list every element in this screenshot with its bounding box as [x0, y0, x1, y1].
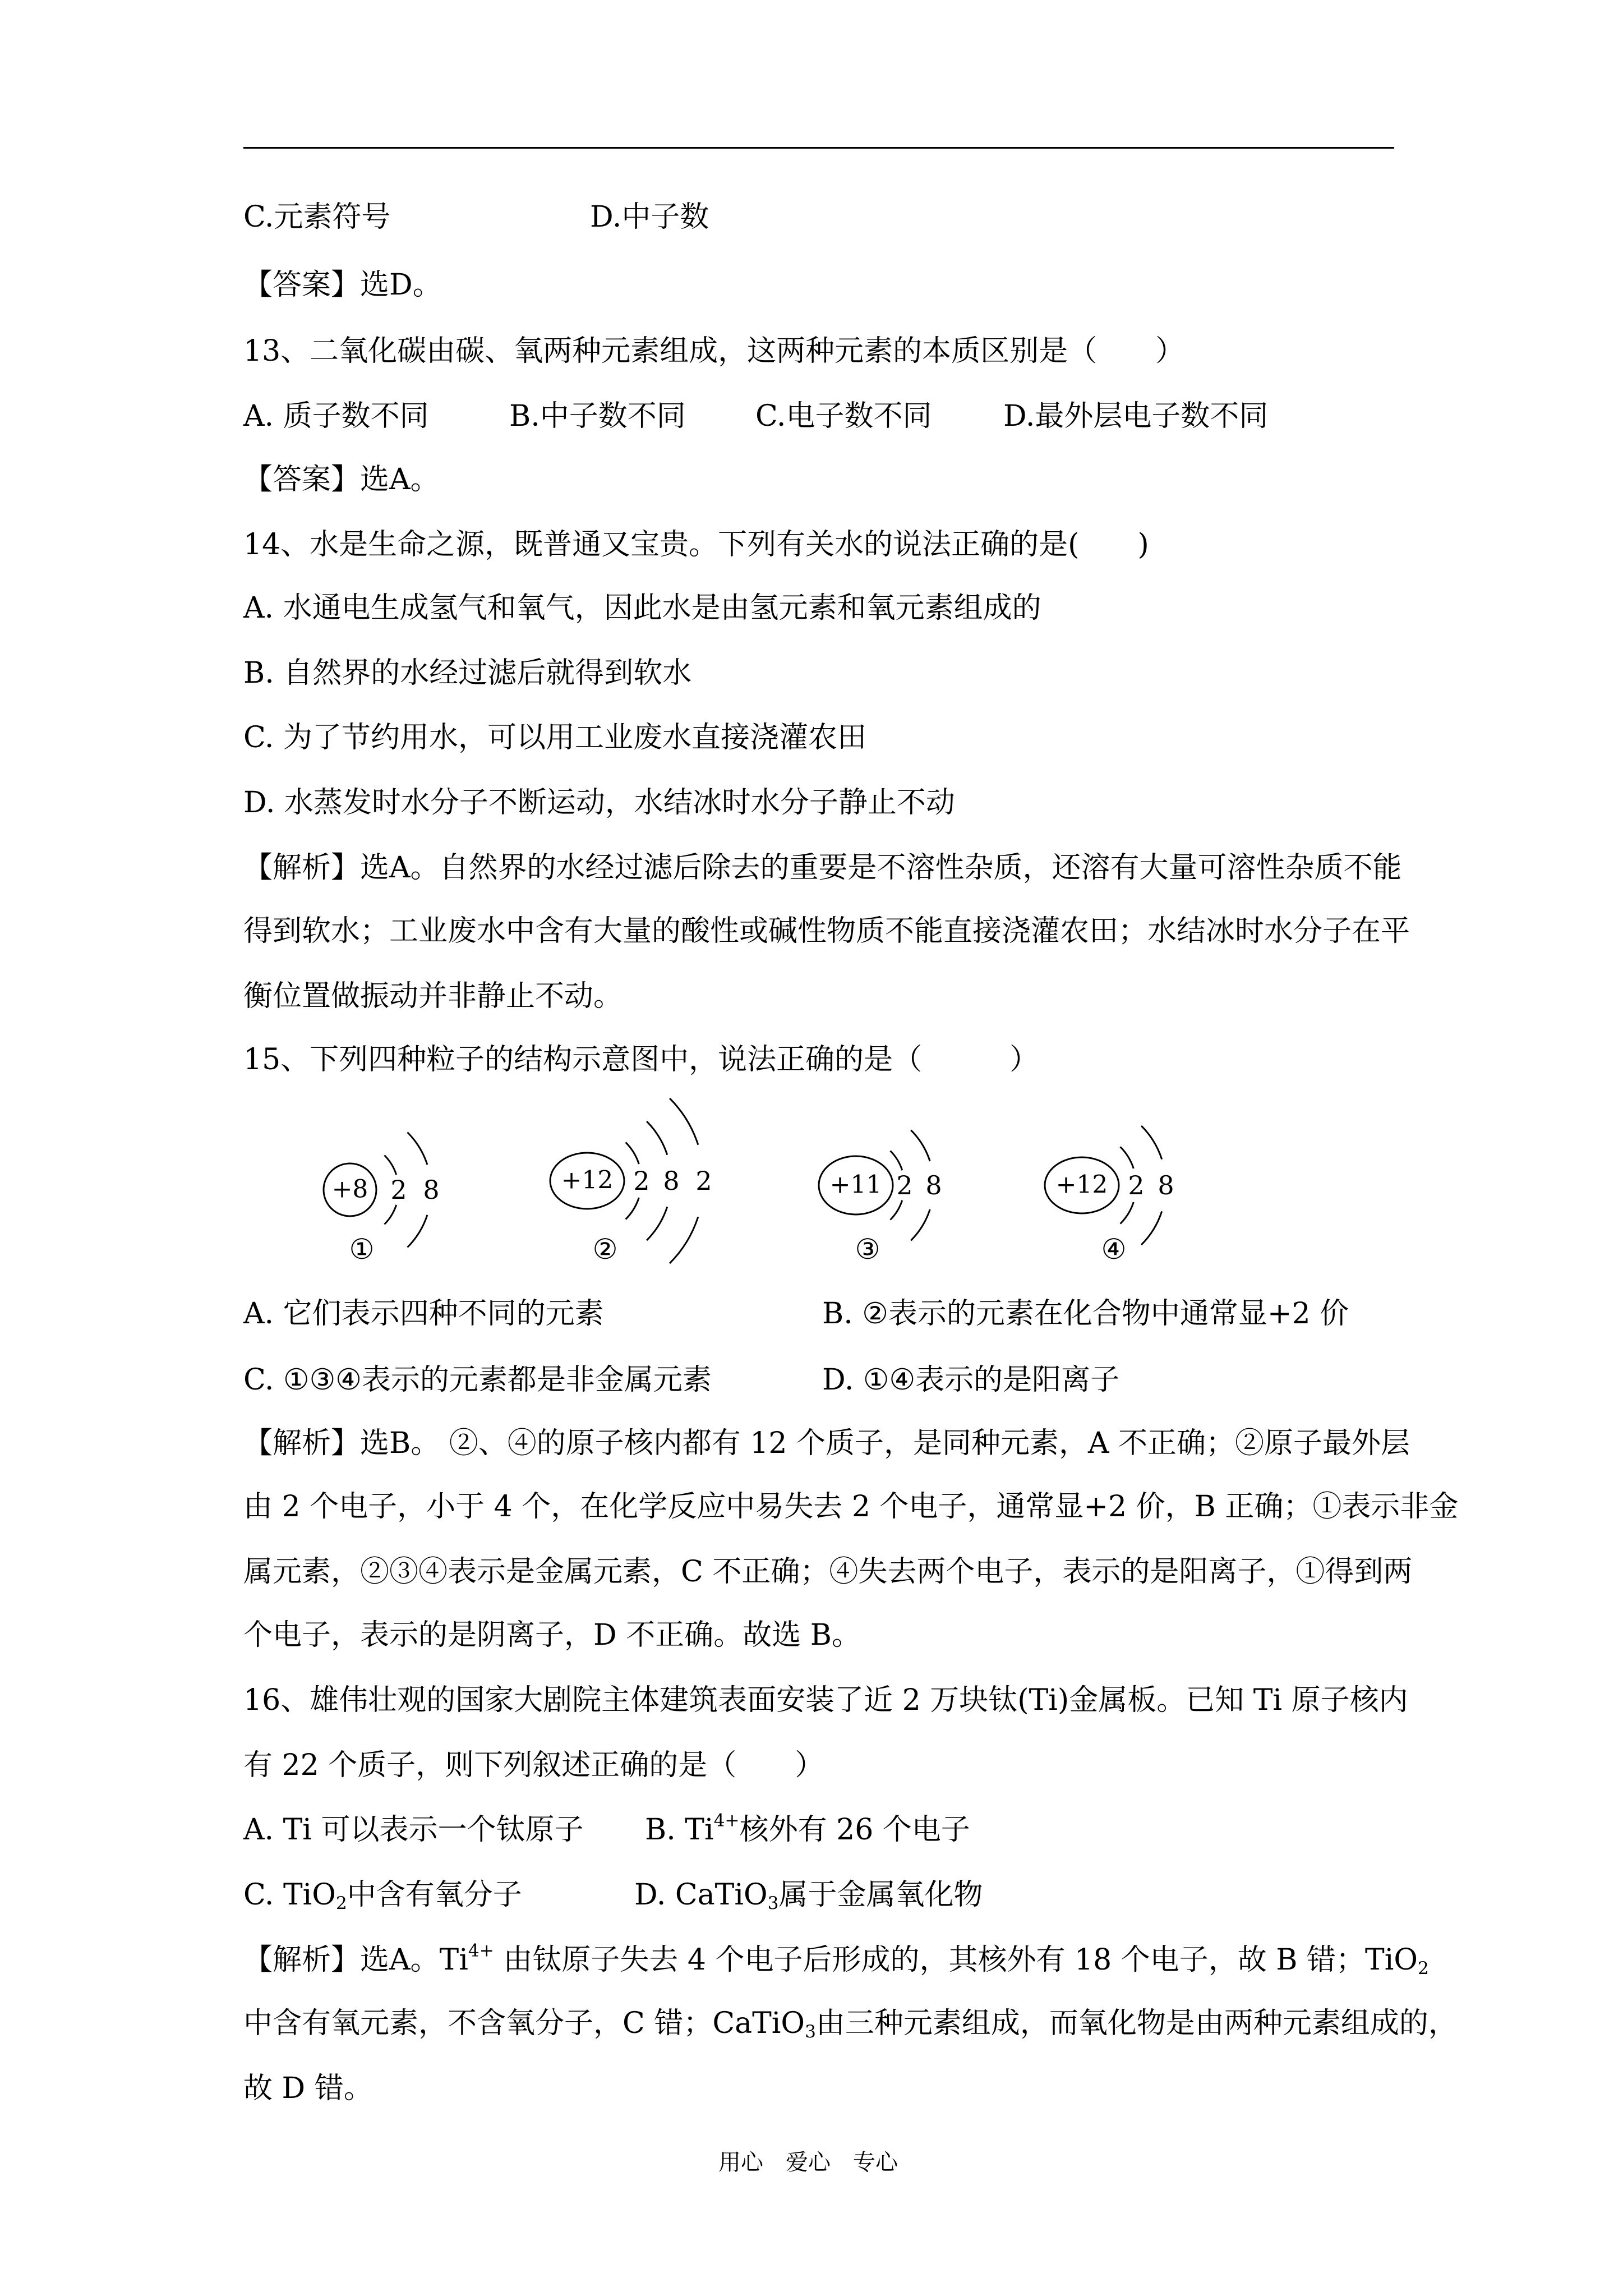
- particle-label: ④: [1101, 1233, 1127, 1266]
- q16-option-c: [243, 1877, 522, 1913]
- q16-analysis-text: 【解析】选A。Ti: [243, 1943, 468, 1977]
- electron-shell-arc: [647, 1207, 667, 1240]
- particle-label: ①: [349, 1233, 375, 1266]
- shell-electron-count: 8: [925, 1170, 942, 1200]
- q16-option-d-text: D. CaTiO: [634, 1878, 768, 1912]
- shell-electron-count: 2: [896, 1170, 913, 1200]
- q16-option-b-text: 核外有 26 个电子: [739, 1813, 970, 1847]
- electron-shell-arc: [626, 1142, 639, 1164]
- particle-structure-diagrams: [0, 1088, 1623, 1290]
- q12-answer: 【答案】选D。: [243, 268, 442, 302]
- ion-charge-superscript: 4+: [713, 1810, 740, 1831]
- nucleus-charge: +11: [829, 1170, 882, 1199]
- electron-shell-arc: [670, 1098, 698, 1145]
- electron-shell-arc: [647, 1121, 667, 1155]
- particle-diagram-1: [324, 1133, 440, 1266]
- page-footer: 用心 爱心 专心: [718, 2150, 898, 2175]
- particle-label: ③: [855, 1233, 880, 1266]
- q13-answer: 【答案】选A。: [243, 463, 440, 496]
- q16-analysis-line: [243, 1942, 1429, 1978]
- formula-subscript: 2: [1417, 1958, 1429, 1978]
- q12-option-c: C.元素符号: [243, 200, 391, 234]
- q13-option-a: A. 质子数不同: [243, 399, 429, 433]
- particle-diagram-4: [1045, 1126, 1174, 1266]
- q16-analysis-text: 由三种元素组成，而氧化物是由两种元素组成的，: [815, 2007, 1458, 2040]
- electron-shell-arc: [385, 1156, 396, 1175]
- q16-option-d: [634, 1877, 983, 1913]
- q13-option-d: D.最外层电子数不同: [1003, 399, 1269, 433]
- q16-stem-line: 16、雄伟壮观的国家大剧院主体建筑表面安装了近 2 万块钛(Ti)金属板。已知 Ti 原子核内: [243, 1683, 1408, 1717]
- q16-analysis-line: 故 D 错。: [243, 2072, 373, 2105]
- particle-label: ②: [592, 1233, 618, 1266]
- q13-option-b: B.中子数不同: [509, 399, 686, 433]
- q14-option-b: B. 自然界的水经过滤后就得到软水: [243, 656, 692, 690]
- q16-option-c-text: 中含有氧分子: [347, 1878, 522, 1912]
- q16-option-b: [645, 1812, 970, 1848]
- electron-shell-arc: [1121, 1202, 1134, 1224]
- electron-shell-arc: [891, 1151, 902, 1171]
- q15-option-a: A. 它们表示四种不同的元素: [243, 1297, 604, 1331]
- particle-diagram-3: [819, 1130, 942, 1266]
- q16-option-c-text: C. TiO: [243, 1878, 336, 1912]
- electron-shell-arc: [891, 1200, 902, 1220]
- q16-analysis-text: 中含有氧元素，不含氧分子，C 错；CaTiO: [243, 2007, 805, 2040]
- ion-charge-superscript: 4+: [468, 1940, 494, 1961]
- electron-shell-arc: [408, 1133, 427, 1165]
- formula-subscript: 2: [335, 1893, 347, 1913]
- shell-electron-count: 8: [663, 1166, 680, 1196]
- electron-shell-arc: [1141, 1211, 1162, 1245]
- q14-analysis-line: 衡位置做振动并非静止不动。: [243, 979, 623, 1013]
- nucleus-charge: +8: [331, 1175, 368, 1204]
- shell-electron-count: 8: [423, 1175, 440, 1205]
- q15-analysis-line: 由 2 个电子，小于 4 个，在化学反应中易失去 2 个电子，通常显+2 价，B 正确；①表示非金: [243, 1490, 1459, 1524]
- nucleus-charge: +12: [1055, 1170, 1108, 1199]
- nucleus-charge: +12: [561, 1166, 614, 1195]
- q13-option-c: C.电子数不同: [755, 399, 932, 433]
- shell-electron-count: 2: [390, 1175, 407, 1205]
- q16-analysis-line: [243, 2005, 1458, 2041]
- electron-shell-arc: [408, 1215, 427, 1248]
- q15-stem: 15、下列四种粒子的结构示意图中，说法正确的是（ ）: [243, 1043, 1039, 1076]
- q14-stem: 14、水是生命之源，既普通又宝贵。下列有关水的说法正确的是( ): [243, 528, 1149, 562]
- q14-analysis-line: 【解析】选A。自然界的水经过滤后除去的重要是不溶性杂质，还溶有大量可溶性杂质不能: [243, 851, 1402, 885]
- electron-shell-arc: [626, 1198, 639, 1220]
- electron-shell-arc: [670, 1217, 698, 1263]
- shell-electron-count: 8: [1158, 1170, 1174, 1200]
- q15-option-d: D. ①④表示的是阳离子: [822, 1363, 1120, 1397]
- q14-option-c: C. 为了节约用水，可以用工业废水直接浇灌农田: [243, 721, 866, 754]
- q15-analysis-line: 属元素，②③④表示是金属元素，C 不正确；④失去两个电子，表示的是阳离子，①得到两: [243, 1555, 1413, 1589]
- q15-option-b: B. ②表示的元素在化合物中通常显+2 价: [822, 1297, 1349, 1331]
- q14-option-d: D. 水蒸发时水分子不断运动，水结冰时水分子静止不动: [243, 786, 955, 820]
- q13-stem: 13、二氧化碳由碳、氧两种元素组成，这两种元素的本质区别是（ ）: [243, 334, 1185, 368]
- shell-electron-count: 2: [1128, 1170, 1145, 1200]
- electron-shell-arc: [1141, 1126, 1162, 1159]
- shell-electron-count: 2: [633, 1166, 650, 1196]
- q15-analysis-line: 【解析】选B。 ②、④的原子核内都有 12 个质子，是同种元素，A 不正确；②原子最外层: [243, 1427, 1410, 1460]
- q16-stem-line: 有 22 个质子，则下列叙述正确的是（ ）: [243, 1749, 824, 1782]
- q16-analysis-text: 由钛原子失去 4 个电子后形成的，其核外有 18 个电子，故 B 错；TiO: [494, 1943, 1418, 1977]
- particle-diagram-2: [550, 1098, 712, 1266]
- electron-shell-arc: [911, 1130, 930, 1161]
- header-rule: [243, 147, 1394, 149]
- q15-analysis-line: 个电子，表示的是阴离子，D 不正确。故选 B。: [243, 1618, 861, 1652]
- q16-option-a: A. Ti 可以表示一个钛原子: [243, 1813, 584, 1847]
- q16-option-b-text: B. Ti: [645, 1813, 714, 1847]
- formula-subscript: 3: [805, 2021, 816, 2042]
- electron-shell-arc: [1121, 1147, 1134, 1168]
- shell-electron-count: 2: [695, 1166, 712, 1196]
- q12-option-d: D.中子数: [590, 200, 709, 234]
- electron-shell-arc: [385, 1205, 396, 1225]
- q15-option-c: C. ①③④表示的元素都是非金属元素: [243, 1363, 712, 1397]
- q14-analysis-line: 得到软水；工业废水中含有大量的酸性或碱性物质不能直接浇灌农田；水结冰时水分子在平: [243, 914, 1410, 948]
- q16-option-d-text: 属于金属氧化物: [778, 1878, 983, 1912]
- formula-subscript: 3: [767, 1893, 779, 1913]
- q14-option-a: A. 水通电生成氢气和氧气，因此水是由氢元素和氧元素组成的: [243, 591, 1041, 625]
- electron-shell-arc: [911, 1209, 930, 1240]
